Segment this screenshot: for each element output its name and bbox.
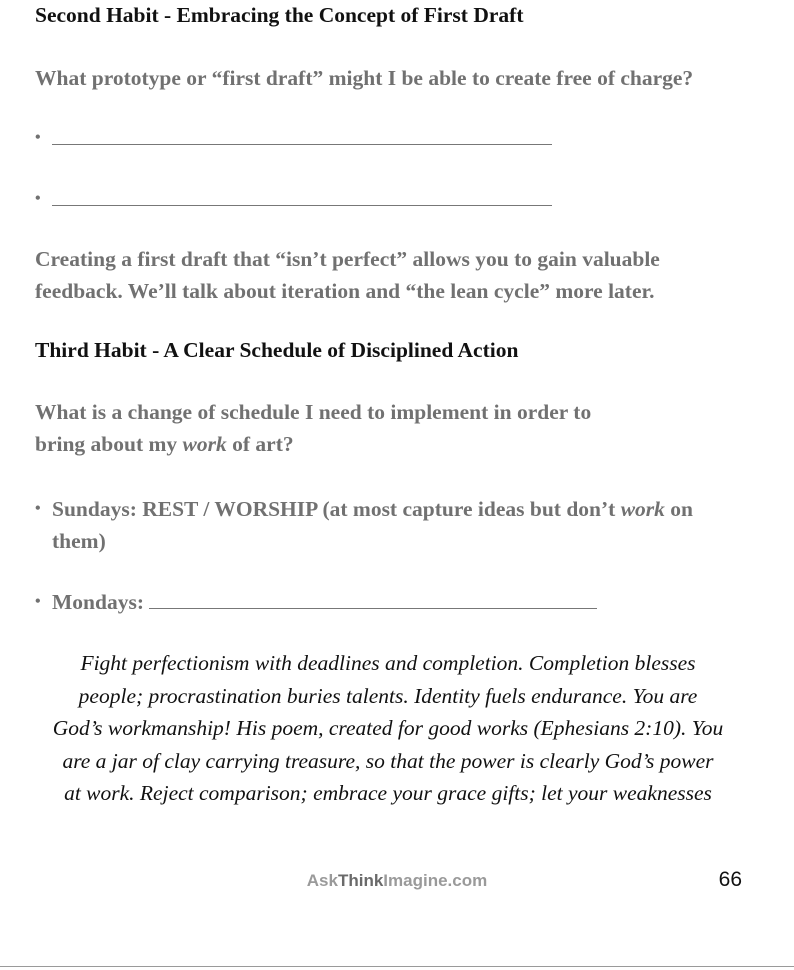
page-number: 66 (718, 868, 742, 891)
second-habit-note-line1: Creating a first draft that “isn’t perfect” allows you to gain valuable (35, 247, 660, 271)
footer-site-think: Think (337, 871, 384, 890)
third-habit-question (35, 396, 591, 460)
third-habit-question-part3: of art? (232, 432, 294, 456)
bullet-marker: • (35, 129, 41, 146)
second-habit-note (35, 243, 660, 307)
mondays-label: Mondays: (52, 590, 144, 614)
quote-line: Fight perfectionism with deadlines and completion. Completion blesses (80, 651, 696, 675)
emphasis-work: work (182, 432, 227, 456)
second-habit-question: What prototype or “first draft” might I be able to create free of charge? (35, 66, 694, 90)
quote-block (30, 647, 746, 810)
footer-site-imagine: Imagine.com (383, 871, 488, 890)
bullet-marker: • (35, 500, 41, 517)
footer-site-ask: Ask (306, 871, 338, 890)
sundays-emphasis: work (620, 497, 665, 521)
quote-line: God’s workmanship! His poem, created for good works (Ephesians 2:10). You (52, 716, 724, 740)
answer-blank-line (52, 183, 552, 206)
sundays-suffix: on (670, 497, 693, 521)
footer-website (0, 871, 794, 891)
mondays-blank-line (149, 586, 597, 609)
quote-line: people; procrastination buries talents. Identity fuels endurance. You are (78, 683, 698, 708)
bullet-marker: • (35, 593, 41, 610)
bullet-marker: • (35, 190, 41, 207)
second-habit-heading: Second Habit - Embracing the Concept of First Draft (35, 3, 524, 27)
sundays-text: Sundays: REST / WORSHIP (at most capture ideas but don’t (52, 497, 616, 521)
quote-line: at work. Reject comparison; embrace your grace gifts; let your weaknesses (64, 781, 712, 805)
page-bottom-border (0, 966, 794, 967)
answer-blank-line (52, 122, 552, 145)
second-habit-note-line2: feedback. We’ll talk about iteration and “the lean cycle” more later. (35, 279, 655, 303)
third-habit-heading: Third Habit - A Clear Schedule of Disciplined Action (35, 338, 519, 362)
third-habit-question-part2: bring about my (35, 432, 178, 456)
third-habit-question-line1: What is a change of schedule I need to implement in order to (35, 400, 592, 424)
quote-line: are a jar of clay carrying treasure, so that the power is clearly God’s power (62, 748, 714, 773)
sundays-line2: them) (52, 529, 106, 553)
